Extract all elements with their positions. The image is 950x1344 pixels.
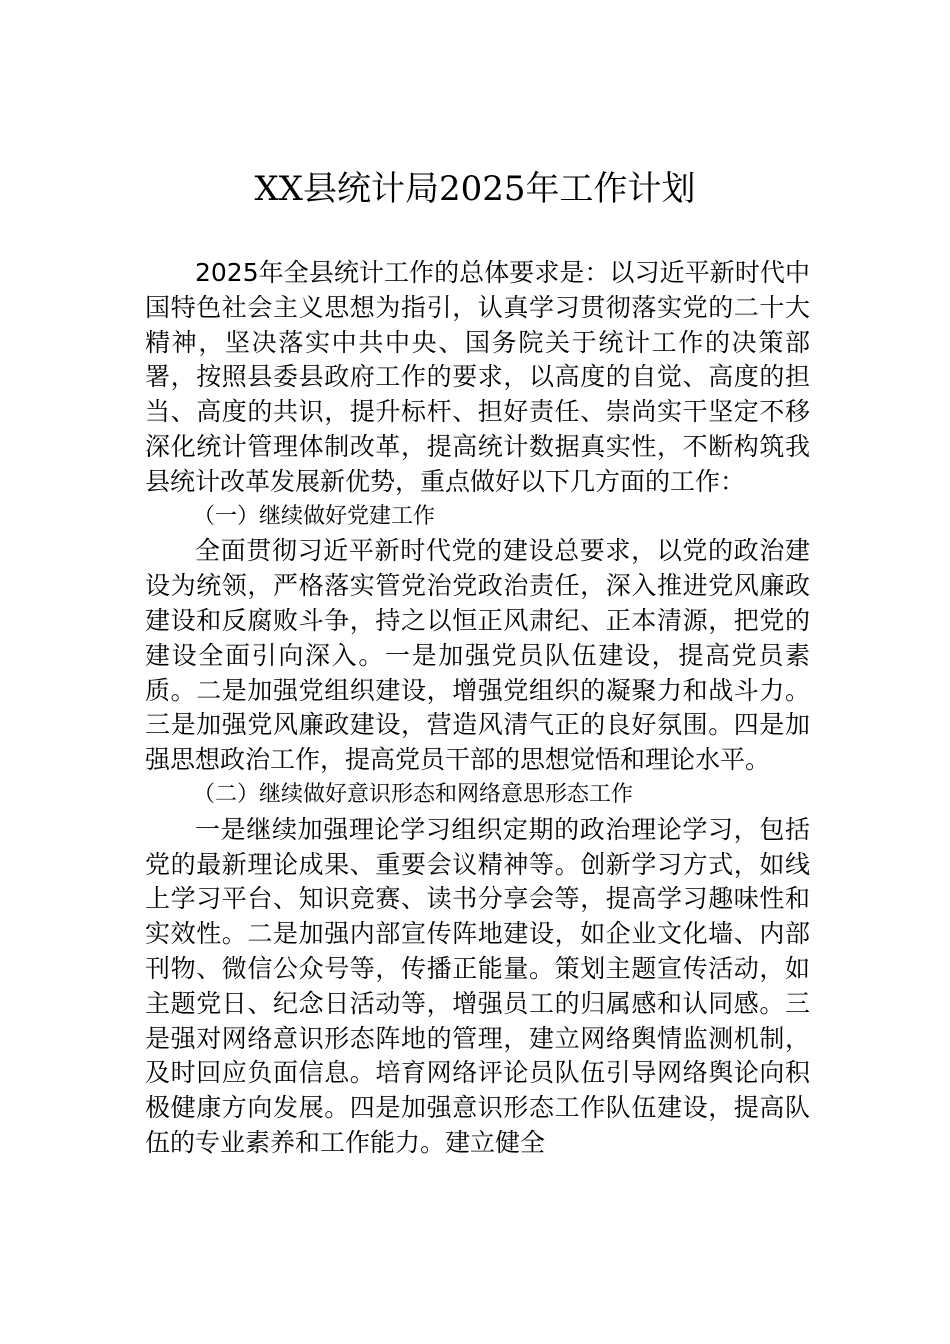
document-title: XX县统计局2025年工作计划 — [254, 169, 696, 209]
document-body — [145, 256, 810, 1161]
section-paragraph-1: 全面贯彻习近平新时代党的建设总要求，以党的政治建设为统领，严格落实管党治党政治责任，深入推进党风廉政建设和反腐败斗争，持之以恒正风肃纪、正本清源，把党的建设全面引向深入。一是加强党员队伍建设，提高党员素质。二是加强党组织建设，增强党组织的凝聚力和战斗力。三是加强党风廉政建设，营造风清气正的良好氛围。四是加强思想政治工作，提高党员干部的思想觉悟和理论水平。 — [145, 536, 810, 775]
intro-paragraph: 2025年全县统计工作的总体要求是：以习近平新时代中国特色社会主义思想为指引，认真学习贯彻落实党的二十大精神，坚决落实中共中央、国务院关于统计工作的决策部署，按照县委县政府工作的要求，以高度的自觉、高度的担当、高度的共识，提升标杆、担好责任、崇尚实干坚定不移深化统计管理体制改革，提高统计数据真实性，不断构筑我县统计改革发展新优势，重点做好以下几方面的工作： — [145, 258, 810, 496]
section-heading-2: （二）继续做好意识形态和网络意思形态工作 — [193, 781, 634, 807]
section-paragraph-2: 一是继续加强理论学习组织定期的政治理论学习，包括党的最新理论成果、重要会议精神等。创新学习方式，如线上学习平台、知识竞赛、读书分享会等，提高学习趣味性和实效性。二是加强内部宣传阵地建设，如企业文化墙、内部刊物、微信公众号等，传播正能量。策划主题宣传活动，如主题党日、纪念日活动等，增强员工的归属感和认同感。三是强对网络意识形态阵地的管理，建立网络舆情监测机制，及时回应负面信息。培育网络评论员队伍引导网络舆论向积极健康方向发展。四是加强意识形态工作队伍建设，提高队伍的专业素养和工作能力。建立健全 — [145, 814, 810, 1157]
section-heading-1: （一）继续做好党建工作 — [193, 503, 436, 529]
